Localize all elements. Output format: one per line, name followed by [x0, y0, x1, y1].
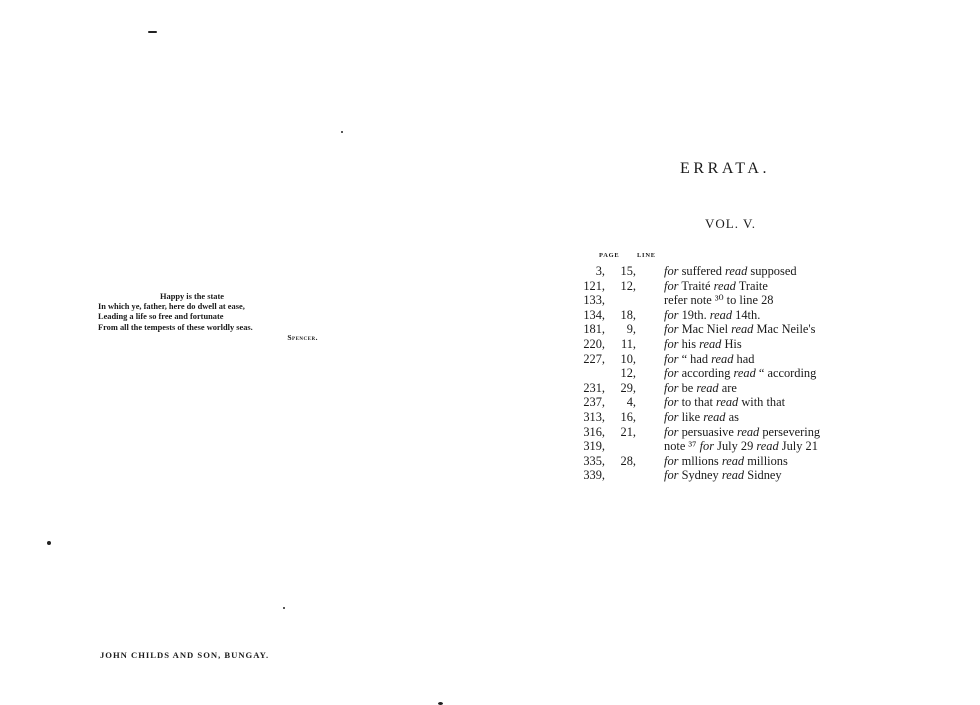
errata-correction	[664, 395, 785, 410]
errata-correction	[664, 337, 742, 352]
errata-italic-word: read	[713, 278, 736, 293]
epigraph-line: Happy is the state	[160, 292, 224, 301]
errata-italic-word: read	[725, 264, 748, 278]
errata-row	[580, 308, 870, 323]
errata-page-number: 339,	[583, 468, 605, 483]
errata-text: “ according	[755, 366, 817, 381]
errata-correction	[664, 439, 818, 454]
errata-row	[580, 264, 870, 279]
errata-text: Traité	[678, 278, 714, 293]
epigraph-attribution: Spencer.	[287, 332, 318, 342]
errata-correction	[664, 352, 754, 367]
errata-italic-word: read	[756, 439, 779, 454]
errata-line-number: 12,	[620, 278, 636, 293]
epigraph-line: Leading a life so free and fortunate	[98, 312, 224, 322]
errata-text: to that	[678, 395, 716, 410]
errata-italic-word: for	[664, 264, 679, 278]
errata-text: Mac Neile's	[753, 322, 816, 337]
errata-row	[580, 425, 870, 440]
errata-text: like	[678, 409, 704, 424]
errata-correction	[664, 425, 820, 440]
errata-page-number: 313,	[583, 409, 605, 424]
errata-row	[580, 381, 870, 396]
errata-line-number: 28,	[620, 453, 636, 468]
errata-page-number: 237,	[583, 395, 605, 410]
errata-text: Sydney	[678, 468, 722, 483]
errata-line-number: 29,	[620, 380, 636, 395]
errata-text: His	[721, 336, 742, 351]
errata-line-number: 12,	[620, 366, 636, 381]
errata-italic-word: for	[664, 322, 679, 337]
errata-page-number: 319,	[583, 439, 605, 454]
errata-text: 19th.	[678, 307, 710, 322]
errata-row	[580, 454, 870, 469]
printer-imprint: JOHN CHILDS AND SON, BUNGAY.	[100, 650, 270, 660]
errata-text: persuasive	[678, 424, 737, 439]
errata-italic-word: read	[736, 424, 760, 439]
errata-text: Traite	[735, 278, 768, 293]
errata-italic-word: read	[709, 307, 733, 322]
errata-italic-word: read	[721, 453, 745, 468]
errata-correction	[664, 279, 768, 294]
errata-page-number: 121,	[583, 278, 605, 293]
errata-row	[580, 279, 870, 294]
errata-italic-word: read	[703, 409, 726, 424]
errata-text: as	[725, 409, 739, 424]
errata-page-number: 227,	[583, 351, 605, 366]
errata-italic-word: for	[664, 366, 679, 381]
errata-line-number: 9,	[626, 322, 636, 337]
errata-italic-word: read	[721, 468, 745, 483]
errata-text: “ had	[678, 351, 712, 366]
errata-correction	[664, 322, 816, 337]
errata-text: his	[678, 336, 700, 351]
epigraph-line: From all the tempests of these worldly seas.	[98, 322, 253, 332]
errata-page-number: 220,	[583, 336, 605, 351]
errata-text: are	[718, 380, 737, 395]
errata-line-number: 11,	[620, 336, 636, 351]
errata-row	[580, 395, 870, 410]
errata-italic-word: for	[664, 409, 679, 424]
errata-text: mllions	[678, 453, 722, 468]
errata-italic-word: read	[696, 380, 719, 395]
volume-title: VOL. V.	[705, 216, 756, 231]
errata-italic-word: for	[699, 439, 715, 454]
errata-italic-word: for	[664, 351, 679, 366]
errata-text: July 29	[714, 439, 757, 454]
errata-italic-word: for	[664, 307, 679, 322]
errata-correction	[664, 366, 816, 381]
errata-italic-word: for	[664, 424, 679, 439]
errata-title: ERRATA.	[680, 160, 771, 177]
errata-italic-word: for	[664, 336, 679, 351]
errata-italic-word: read	[731, 322, 754, 337]
errata-text: suffered	[678, 264, 726, 278]
errata-text: persevering	[759, 424, 821, 439]
errata-page-number: 335,	[583, 453, 605, 468]
errata-italic-word: for	[664, 468, 679, 483]
errata-line-number: 16,	[620, 409, 636, 424]
errata-text: with that	[738, 395, 786, 410]
errata-text: supposed	[747, 264, 797, 278]
ink-speck	[47, 541, 51, 545]
errata-line-number: 18,	[620, 307, 636, 322]
errata-line-number: 4,	[626, 395, 636, 410]
left-page	[0, 0, 480, 705]
errata-row	[580, 337, 870, 352]
errata-text: 14th.	[732, 307, 761, 322]
errata-row	[580, 322, 870, 337]
errata-page-number: 134,	[583, 307, 605, 322]
errata-text: millions	[744, 453, 788, 468]
errata-italic-word: for	[664, 395, 679, 410]
errata-row	[580, 410, 870, 425]
errata-correction	[664, 381, 737, 396]
errata-page-number: 133,	[583, 293, 605, 308]
ink-speck	[148, 31, 157, 33]
column-header-line: LINE	[637, 252, 656, 259]
errata-line-number: 15,	[620, 264, 636, 278]
errata-text: had	[733, 351, 755, 366]
errata-italic-word: for	[664, 453, 679, 468]
errata-row	[580, 366, 870, 381]
errata-italic-word: read	[733, 366, 756, 381]
errata-italic-word: for	[664, 278, 679, 293]
errata-correction	[664, 410, 739, 425]
errata-text: Sidney	[744, 468, 782, 483]
errata-text: refer note ³⁰ to line 28	[664, 293, 774, 308]
errata-italic-word: read	[699, 336, 722, 351]
errata-text: according	[678, 366, 734, 381]
errata-list	[580, 264, 870, 483]
errata-correction	[664, 454, 788, 469]
ink-speck	[283, 607, 285, 609]
epigraph-line: In which ye, father, here do dwell at ease,	[98, 302, 245, 312]
errata-italic-word: for	[664, 380, 679, 395]
errata-text: Mac Niel	[678, 322, 732, 337]
errata-page-number: 3,	[595, 264, 605, 278]
errata-italic-word: read	[711, 351, 734, 366]
errata-line-number: 10,	[620, 351, 636, 366]
errata-page-number: 316,	[583, 424, 605, 439]
errata-text: note ³⁷	[664, 439, 700, 454]
errata-correction	[664, 264, 797, 279]
column-header-page: PAGE	[599, 252, 620, 259]
errata-line-number: 21,	[620, 424, 636, 439]
errata-italic-word: read	[715, 395, 739, 410]
errata-correction	[664, 308, 760, 323]
errata-text: be	[678, 380, 697, 395]
errata-page-number: 231,	[583, 380, 605, 395]
errata-row	[580, 439, 870, 454]
errata-row	[580, 352, 870, 367]
errata-row	[580, 468, 870, 483]
errata-page-number: 181,	[583, 322, 605, 337]
errata-text: July 21	[778, 439, 818, 454]
epigraph	[98, 292, 318, 343]
errata-row	[580, 293, 870, 308]
ink-speck	[341, 131, 343, 133]
errata-correction	[664, 293, 774, 308]
errata-correction	[664, 468, 782, 483]
